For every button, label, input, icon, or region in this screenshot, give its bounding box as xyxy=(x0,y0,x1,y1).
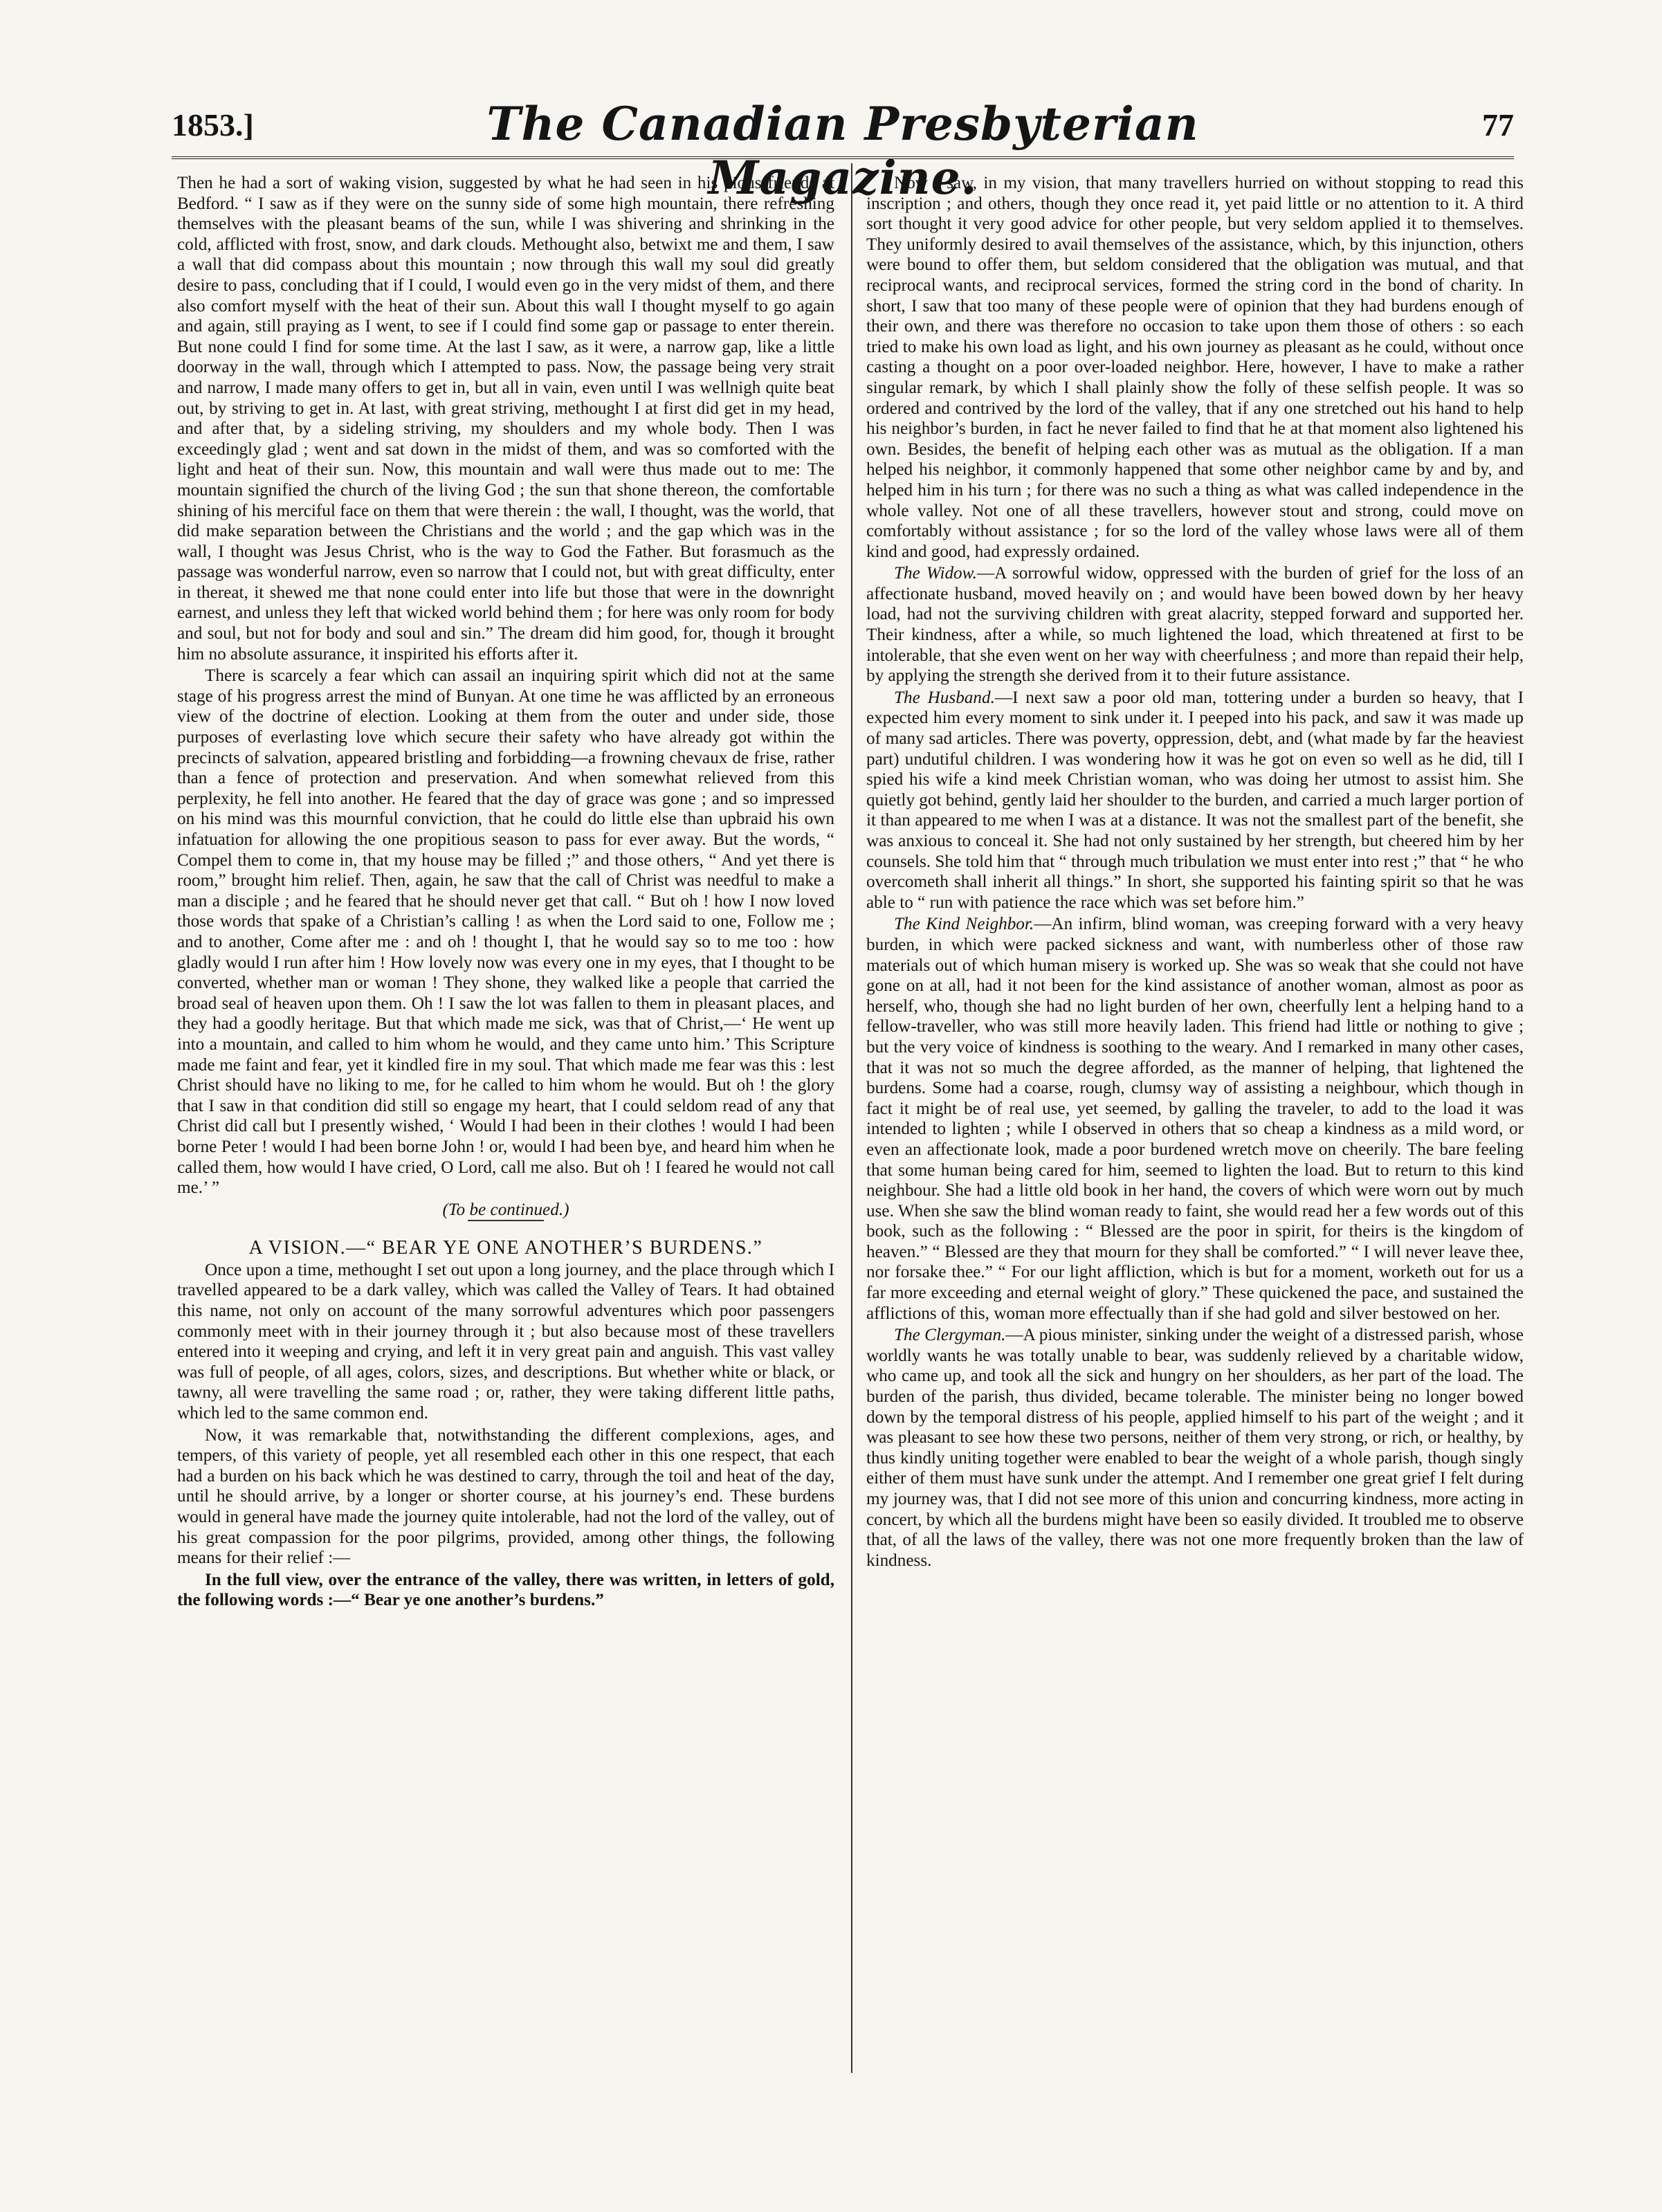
run-in-heading: The Kind Neighbor. xyxy=(894,915,1034,934)
paragraph: Then he had a sort of waking vision, suggested by what he had seen in his pious friends at Bedford. “ I saw as if they were on the sunny side of some high mountain, there refreshing themselves with the pleasant beams of the sun, while I was shivering and shrinking in the cold, afflicted with frost, snow, and dark clouds. Methought also, betwixt me and them, I saw a wall that did compass about this mountain ; now through this wall my soul did greatly desire to pass, concluding that if I could, I would even go in the very midst of them, and there also comfort myself with the heat of their sun. About this wall I thought myself to go again and again, still praying as I went, to see if I could find some gap or passage to enter therein. But none could I find for some time. At the last I saw, as it were, a narrow gap, like a little doorway in the wall, through which I attempted to pass. Now, the passage being very strait and narrow, I made many offers to get in, but all in vain, even until I was wellnigh quite beat out, by striving to get in. At last, with great striving, methought I at first did get in my head, and after that, by a sideling striving, my shoulders and my whole body. Then I was exceedingly glad ; went and sat down in the midst of them, and was so comforted with the light and heat of their sun. Now, this mountain and wall were thus made out to me: The mountain signified the church of the living God ; the sun that shone thereon, the comfortable shining of his merciful face on them that were therein : the wall, I thought, was the world, that did make separation between the Christians and the world ; and the gap which was in the wall, I thought was Jesus Christ, who is the way to God the Father. But forasmuch as the passage was wonderful narrow, even so narrow that I could not, but with great difficulty, enter in thereat, it shewed me that none could enter into life but those that were in the downright earnest, and unless they left that wicked world behind them ; for here was only room for body and soul, but not for body and soul and sin.” The dream did him good, for, though it brought him no absolute assurance, it inspirited his efforts after it. xyxy=(177,174,834,664)
paragraph: In the full view, over the entrance of the valley, there was written, in letters of gold, the following words :—“ Bear ye one another’s burdens.” xyxy=(177,1570,834,1610)
paragraph-text: —I next saw a poor old man, tottering under a burden so heavy, that I expected him every moment to sink under it. I peeped into his pack, and saw it was made up of many sad articles. There was poverty, oppression, debt, and (what made by far the heaviest part) undutiful children. I was wondering how it was he got on even so well as he did, till I spied his wife a kind meek Christian woman, who was doing her utmost to assist him. She quietly got behind, gently laid her shoulder to the burden, and carried a much larger portion of it than appeared to me when I was at a distance. It was not the smallest part of the benefit, she was anxious to conceal it. She had not only sustained by her strength, but cheered him by her counsels. She told him that “ through much tribulation we must enter into rest ;” that “ he who overcometh shall inherit all things.” In short, she supported his fainting spirit so that he was able to “ run with patience the race which was set before him.” xyxy=(866,688,1524,912)
paragraph-text: —A sorrowful widow, oppressed with the burden of grief for the loss of an affectionate husband, moved heavily on ; and would have been bowed down by her heavy load, had not the surviving children with great alacrity, stepped forward and supported her. Their kindness, after a while, so much lightened the load, which threatened at first to be intolerable, that she even went on her way with cheerfulness ; and more than repaid their help, by applying the strength she derived from it to their future assistance. xyxy=(866,564,1524,686)
paragraph: Now I saw, in my vision, that many travellers hurried on without stopping to read this inscription ; and others, though they once read it, yet paid little or no attention to it. A third sort thought it very good advice for other people, but very seldom applied it to themselves. They uniformly desired to avail themselves of the assistance, which, by this injunction, others were bound to offer them, but seldom considered that the obligation was mutual, and that reciprocal wants, and reciprocal services, formed the string cord in the bond of charity. In short, I saw that too many of these people were of opinion that they had burdens enough of their own, and there was therefore no occasion to take upon them those of others : so each tried to make his own load as light, and his own journey as pleasant as he could, without once casting a thought on a poor over-loaded neighbor. Here, however, I have to make a rather singular remark, by which I shall plainly show the folly of these selfish people. It was so ordered and contrived by the lord of the valley, that if any one stretched out his hand to help his neighbor’s burden, in fact he never failed to find that he at that moment also lightened his own. Besides, the benefit of helping each other was as mutual as the obligation. If a man helped his neighbor, it commonly happened that some other neighbor came by and by, and helped him in his turn ; for there was no such a thing as what was called independence in the whole valley. Not one of all these travellers, however stout and strong, could move on comfortably without assistance ; for so the lord of the valley whose laws were all of them kind and good, had expressly ordained. xyxy=(866,174,1524,561)
paragraph: Once upon a time, methought I set out upon a long journey, and the place through which I travelled appeared to be a dark valley, which was called the Valley of Tears. It had obtained this name, not only on account of the many sorrowful adventures which poor passengers commonly meet with in their journey through it ; but also because most of these travellers entered into it weeping and crying, and left it in very great pain and anguish. This vast valley was full of people, of all ages, colors, sizes, and descriptions. But whether white or black, or tawny, all were travelling the same road ; or, rather, they were taking different little paths, which led to the same common end. xyxy=(177,1260,834,1423)
article-title: A VISION.—“ BEAR YE ONE ANOTHER’S BURDENS.” xyxy=(248,1237,763,1259)
paragraph-text: —A pious minister, sinking under the weight of a distressed parish, whose worldly wants he was totally unable to bear, was suddenly relieved by a charitable widow, who came up, and took all the sick and hungry on her shoulders, as her part of the load. The burden of the parish, thus divided, became tolerable. The minister being no longer bowed down by the temporal distress of his people, applied himself to his part of the weight ; and it was pleasant to see how these two persons, neither of them very strong, or rich, or healthy, by thus kindly uniting together were enabled to bear the weight of a whole parish, though singly either of them must have sunk under the attempt. And I remember one great grief I felt during my journey was, that I did not see more of this union and concurring kindness, more acting in concert, by which all the burdens might have been so easily divided. It troubled me to observe that, of all the laws of the valley, there was not one more frequently broken than the law of kindness. xyxy=(866,1326,1524,1570)
paragraph: There is scarcely a fear which can assail an inquiring spirit which did not at the same stage of his progress arrest the mind of Bunyan. At one time he was afflicted by an erroneous view of the doctrine of election. Looking at them from the outer and under side, those purposes of everlasting love which secure their safety who have already got within the precincts of salvation, appeared bristling and forbidding—a frowning chevaux de frise, rather than a fence of protection and preservation. And when somewhat relieved from this perplexity, he fell into another. He feared that the day of grace was gone ; and so impressed on his mind was this mournful conviction, that he could do little else than upbraid his own infatuation for allowing the one propitious season to pass for ever away. But the words, “ Compel them to come in, that my house may be filled ;” and those others, “ And yet there is room,” brought him relief. Then, again, he saw that the call of Christ was needful to make a man a disciple ; and he feared that he should never get that call. “ But oh ! how I now loved those words that spake of a Christian’s calling ! as when the Lord said to one, Follow me ; and to another, Come after me : and oh ! thought I, that he would say so to me too : how gladly would I run after him ! How lovely now was every one in my eyes, that I thought to be converted, whether man or woman ! They shone, they walked like a people that carried the broad seal of heaven upon them. Oh ! I saw the lot was fallen to them in pleasant places, and they had a goodly heritage. But that which made me sick, was that of Christ,—‘ He went up into a mountain, and called to him whom he would, and they came unto him.’ This Scripture made me faint and fear, yet it kindled fire in my soul. That which made me fear was this : lest Christ should have no liking to me, for he called to him whom he would. But oh ! the glory that I saw in that condition did still so engage my heart, that I could seldom read of any that Christ did call but I presently wished, ‘ Would I had been in their clothes ! would I had been borne Peter ! would I had been borne John ! or, would I had been bye, and heard him when he called them, how would I have cried, O Lord, call me also. But oh ! I feared he would not call me.’ ” xyxy=(177,666,834,1198)
column-divider xyxy=(851,163,852,2073)
running-header xyxy=(172,97,1514,205)
paragraph-husband xyxy=(866,688,1524,913)
right-column xyxy=(866,173,1524,1571)
page-number: 77 xyxy=(1482,107,1514,143)
paragraph-text: —An infirm, blind woman, was creeping forward with a very heavy burden, in which were packed sickness and want, with numberless other of those raw materials out of which human misery is worked up. She was so weak that she could not have gone on at all, had it not been for the kind assistance of another woman, almost as poor as herself, who, though she had no light burden of her own, cheerfully lent a helping hand to a fellow-traveller, who was still more heavily laden. This friend had little or nothing to give ; but the very voice of kindness is soothing to the weary. And I remarked in many other cases, that it was not so much the degree afforded, as the manner of helping, that lightened the burdens. Some had a coarse, rough, clumsy way of assisting a neighbour, which though in fact it might be of real use, yet seemed, by galling the traveler, to add to the load it was intended to lighten ; while I observed in others that so cheap a kindness as a mild word, or even an affectionate look, made a poor burdened wretch move on cheerily. The bare feeling that some human being cared for him, seemed to lighten the load. But to return to this kind neighbour. She had a little old book in her hand, the covers of which were worn out by much use. When she saw the blind woman ready to faint, she would read her a few words out of this book, such as the following : “ Blessed are the poor in spirit, for theirs is the kingdom of heaven.” “ Blessed are they that mourn for they shall be comforted.” “ I will never leave thee, nor forsake thee.” “ For our light affliction, which is but for a moment, worketh out for us a far more exceeding and eternal weight of glory.” These quickened the pace, and sustained the afflictions of this, woman more effectually than if she had gold and silver bestowed on her. xyxy=(866,915,1524,1323)
paragraph-kind-neighbor xyxy=(866,914,1524,1324)
run-in-heading: The Husband. xyxy=(894,688,995,707)
header-year: 1853.] xyxy=(172,107,254,143)
paragraph: Now, it was remarkable that, notwithstanding the different complexions, ages, and tempers, of this variety of people, yet all resembled each other in this one respect, that each had a burden on his back which he was destined to carry, through the toil and heat of the day, until he should arrive, by a longer or shorter course, at his journey’s end. These burdens would in general have made the journey quite intolerable, had not the lord of the valley, out of his great compassion for the poor pilgrims, provided, among other things, the following means for their relief :— xyxy=(177,1425,834,1568)
journal-title: The Canadian Presbyterian Magazine. xyxy=(486,97,1199,205)
run-in-heading: The Widow. xyxy=(894,564,977,583)
section-rule xyxy=(468,1220,544,1221)
paragraph-widow xyxy=(866,563,1524,686)
run-in-heading: The Clergyman. xyxy=(894,1326,1006,1345)
left-column xyxy=(177,173,834,1611)
paragraph-clergyman xyxy=(866,1325,1524,1571)
to-be-continued: (To be continued.) xyxy=(442,1200,569,1219)
header-rule xyxy=(172,156,1514,159)
